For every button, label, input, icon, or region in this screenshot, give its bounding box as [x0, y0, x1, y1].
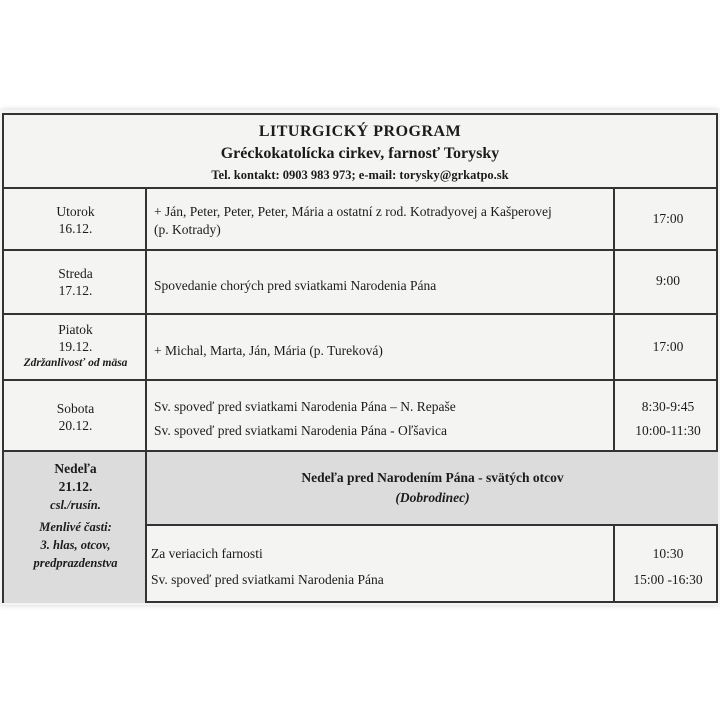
- confession-text: Sv. spoveď pred sviatkami Narodenia Pána – N. Repaše: [154, 399, 456, 414]
- time-cell-streda: 9:00: [655, 273, 680, 288]
- variable-parts-text: predprazdenstva: [33, 556, 118, 570]
- time-value: 15:00 -16:30: [633, 572, 703, 587]
- confession-text: Sv. spoveď pred sviatkami Narodenia Pána: [151, 572, 384, 587]
- confession-text: Sv. spoveď pred sviatkami Narodenia Pána - Oľšavica: [154, 423, 448, 438]
- header: [4, 115, 716, 187]
- parish-subtitle: Gréckokatolícka cirkev, farnosť Torysky: [220, 145, 500, 162]
- date-label: 19.12.: [58, 339, 93, 354]
- day-label: Nedeľa: [54, 461, 97, 476]
- contact-line: Tel. kontakt: 0903 983 973; e-mail: torysky@grkatpo.sk: [211, 168, 509, 182]
- desc-cell-nedela: [151, 541, 611, 593]
- paper-sheet: [0, 110, 720, 605]
- day-cell-nedela: [4, 460, 147, 572]
- variable-parts-label: Menlivé časti:: [39, 520, 112, 534]
- intention-text: Za veriacich farnosti: [151, 546, 263, 561]
- language-label: csl./rusín.: [50, 498, 101, 512]
- column-divider: [613, 524, 615, 603]
- day-label: Streda: [58, 266, 93, 281]
- row-divider: [4, 379, 718, 381]
- date-label: 17.12.: [58, 283, 93, 298]
- date-label: 16.12.: [58, 221, 93, 236]
- feast-subtitle: (Dobrodinec): [395, 490, 470, 505]
- day-label: Utorok: [56, 204, 95, 219]
- fasting-note: Zdržanlivosť od mäsa: [23, 357, 128, 369]
- day-cell-utorok: [4, 203, 147, 237]
- desc-cell-sobota: [154, 395, 614, 443]
- date-label: 20.12.: [58, 418, 93, 433]
- time-cell-piatok: 17:00: [652, 339, 684, 354]
- time-value: 10:30: [652, 546, 684, 561]
- time-cell-utorok: 17:00: [652, 211, 684, 226]
- time-value: 10:00-11:30: [635, 423, 701, 438]
- intention-text: (p. Kotrady): [154, 222, 221, 237]
- time-cell-nedela: [616, 541, 720, 593]
- row-divider: [4, 313, 718, 315]
- feast-title: Nedeľa pred Narodením Pána - svätých otcov: [301, 470, 564, 485]
- schedule-table: [2, 113, 718, 603]
- row-divider: [4, 450, 718, 452]
- intention-text: + Ján, Peter, Peter, Peter, Mária a ostatní z rod. Kotradyovej a Kašperovej: [154, 204, 552, 219]
- time-cell-sobota: [616, 395, 720, 443]
- day-cell-sobota: [4, 400, 147, 434]
- time-value: 8:30-9:45: [641, 399, 695, 414]
- day-cell-streda: [4, 265, 147, 299]
- row-divider: [147, 524, 718, 526]
- row-divider: [4, 187, 718, 189]
- feast-cell: [147, 468, 718, 508]
- page-title: LITURGICKÝ PROGRAM: [258, 123, 462, 140]
- date-label: 21.12.: [58, 479, 93, 494]
- desc-cell-streda: Spovedanie chorých pred sviatkami Narodenia Pána: [154, 278, 437, 293]
- day-label: Sobota: [56, 401, 95, 416]
- variable-parts-text: 3. hlas, otcov,: [40, 538, 111, 552]
- row-divider: [4, 249, 718, 251]
- day-label: Piatok: [58, 322, 93, 337]
- desc-cell-utorok: [154, 203, 614, 239]
- desc-cell-piatok: + Michal, Marta, Ján, Mária (p. Tureková): [154, 343, 383, 358]
- day-cell-piatok: [4, 321, 147, 372]
